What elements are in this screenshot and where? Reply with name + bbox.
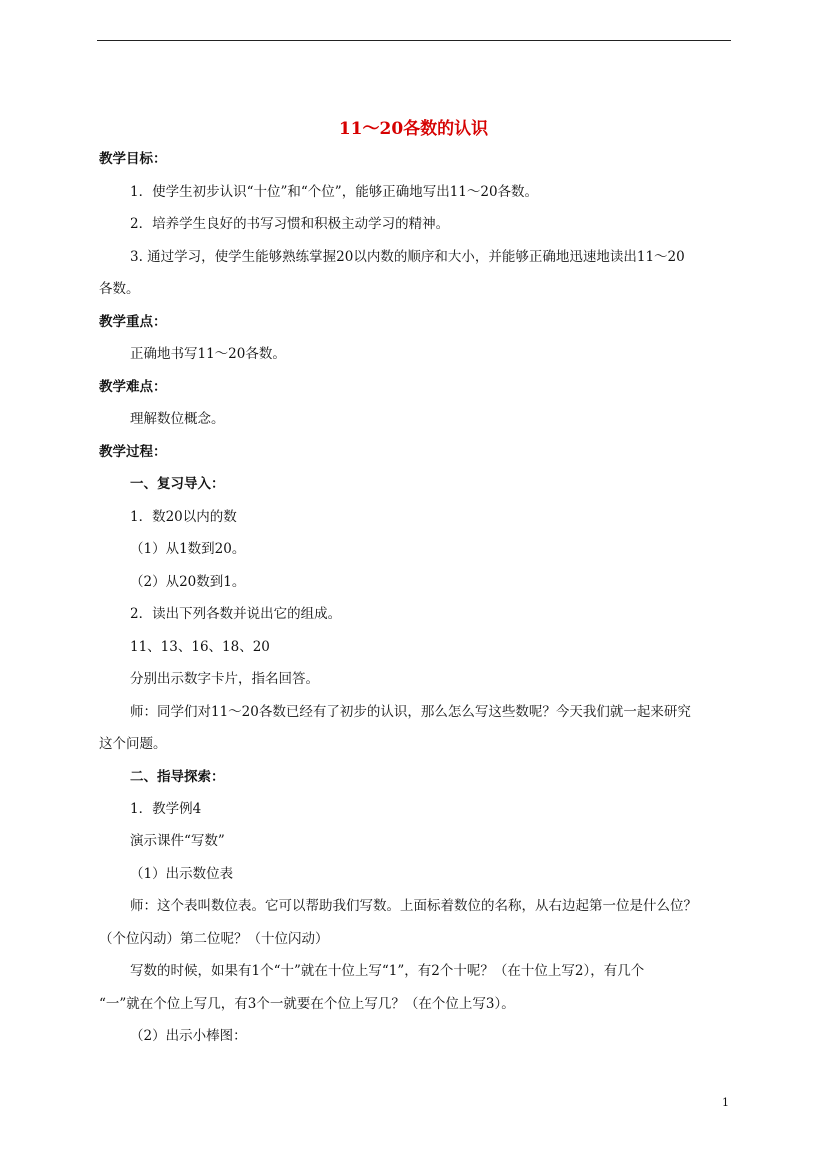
- part1-heading: 一、复习导入：: [130, 476, 225, 492]
- part1-item-1: 1．数20以内的数: [130, 509, 237, 525]
- key-text: 正确地书写11～20各数。: [130, 346, 286, 362]
- goal-2: 2．培养学生良好的书写习惯和积极主动学习的精神。: [130, 216, 450, 232]
- part2-item-1b: （2）出示小棒图：: [130, 1028, 247, 1044]
- header-rule: [97, 40, 731, 41]
- page-number: 1: [722, 1096, 729, 1109]
- goal-1: 1．使学生初步认识“十位”和“个位”，能够正确地写出11～20各数。: [130, 184, 539, 200]
- goal-3-line-1: 3. 通过学习，使学生能够熟练掌握20以内数的顺序和大小，并能够正确地迅速地读出11～20: [130, 249, 685, 265]
- part2-teacher-line-1: 师：这个表叫数位表。它可以帮助我们写数。上面标着数位的名称，从右边起第一位是什么位？: [130, 898, 697, 914]
- goals-heading: 教学目标：: [99, 151, 167, 167]
- part2-item-1a: （1）出示数位表: [130, 866, 234, 882]
- difficulty-text: 理解数位概念。: [130, 411, 225, 427]
- part2-teacher-line-2: （个位闪动）第二位呢？（十位闪动）: [99, 931, 329, 947]
- part2-heading: 二、指导探索：: [130, 769, 225, 785]
- part2-item-1: 1．教学例4: [130, 801, 202, 817]
- part1-teacher-line-2: 这个问题。: [99, 736, 167, 752]
- document-title: 11～20各数的认识: [338, 119, 489, 139]
- part2-demo: 演示课件“写数”: [130, 833, 225, 849]
- part1-teacher-line-1: 师：同学们对11～20各数已经有了初步的认识，那么怎么写这些数呢？今天我们就一起来研究: [130, 704, 691, 720]
- key-heading: 教学重点：: [99, 314, 167, 330]
- difficulty-heading: 教学难点：: [99, 379, 167, 395]
- process-heading: 教学过程：: [99, 444, 167, 460]
- part2-write-line-2: “一”就在个位上写几，有3个一就要在个位上写几？（在个位上写3）。: [99, 996, 515, 1012]
- part1-numbers: 11、13、16、18、20: [130, 639, 270, 655]
- goal-3-line-2: 各数。: [99, 281, 140, 297]
- part1-cards: 分别出示数字卡片，指名回答。: [130, 671, 319, 687]
- part1-item-2: 2．读出下列各数并说出它的组成。: [130, 606, 342, 622]
- part1-item-1a: （1）从1数到20。: [130, 541, 246, 557]
- part2-write-line-1: 写数的时候，如果有1个“十”就在十位上写“1”，有2个十呢？（在十位上写2），有几个: [130, 963, 645, 979]
- part1-item-1b: （2）从20数到1。: [130, 574, 246, 590]
